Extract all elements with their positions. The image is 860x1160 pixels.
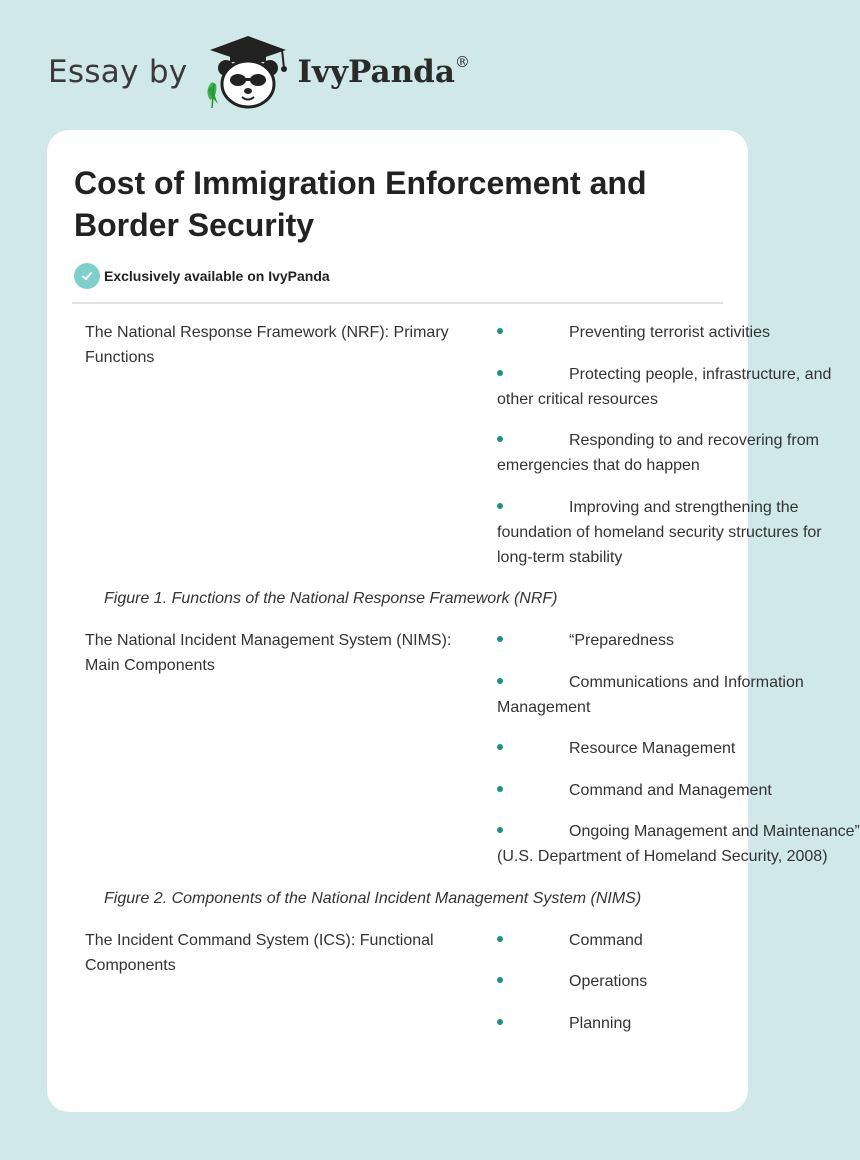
page-title: Cost of Immigration Enforcement and Border Security <box>74 165 647 243</box>
nims-label: The National Incident Management System (NIMS): Main Components <box>85 632 452 674</box>
list-item: Command <box>497 928 827 953</box>
bullet-icon <box>497 328 503 334</box>
panda-logo-icon <box>202 34 294 110</box>
list-item: Planning <box>497 1011 827 1036</box>
list-item: Improving and strengthening the foundation of homeland security structures for long-term stability <box>497 499 822 566</box>
exclusive-badge <box>74 262 330 290</box>
bullet-icon <box>497 827 503 833</box>
list-item: Preventing terrorist activities <box>497 320 827 345</box>
list-item: Resource Management <box>497 736 827 761</box>
list-item: Ongoing Management and Maintenance” (U.S. Department of Homeland Security, 2008) <box>497 823 860 865</box>
divider <box>72 302 723 304</box>
ics-label: The Incident Command System (ICS): Functional Components <box>85 932 434 974</box>
bullet-icon <box>497 744 503 750</box>
brand-name: IvyPanda® <box>297 52 470 90</box>
bullet-icon <box>497 636 503 642</box>
figure-caption: Figure 1. Functions of the National Response Framework (NRF) <box>104 590 558 607</box>
bullet-icon <box>497 678 503 684</box>
check-icon <box>74 263 100 289</box>
list-item: Command and Management <box>497 778 827 803</box>
document-card <box>47 130 860 1112</box>
bullet-icon <box>497 503 503 509</box>
bullet-icon <box>497 1019 503 1025</box>
exclusive-label: Exclusively available on IvyPanda <box>104 268 330 284</box>
figure-caption: Figure 2. Components of the National Incident Management System (NIMS) <box>104 890 642 907</box>
bullet-icon <box>497 370 503 376</box>
list-item: “Preparedness <box>497 628 827 653</box>
brand-header <box>48 34 470 110</box>
bullet-icon <box>497 936 503 942</box>
list-item: Communications and Information Management <box>497 674 804 716</box>
nrf-label: The National Response Framework (NRF): Primary Functions <box>85 324 449 366</box>
list-item: Protecting people, infrastructure, and other critical resources <box>497 366 832 408</box>
bullet-icon <box>497 977 503 983</box>
list-item: Responding to and recovering from emergencies that do happen <box>497 432 819 474</box>
list-item: Operations <box>497 969 827 994</box>
brand-prefix: Essay by <box>48 54 188 90</box>
bullet-icon <box>497 436 503 442</box>
bullet-icon <box>497 786 503 792</box>
